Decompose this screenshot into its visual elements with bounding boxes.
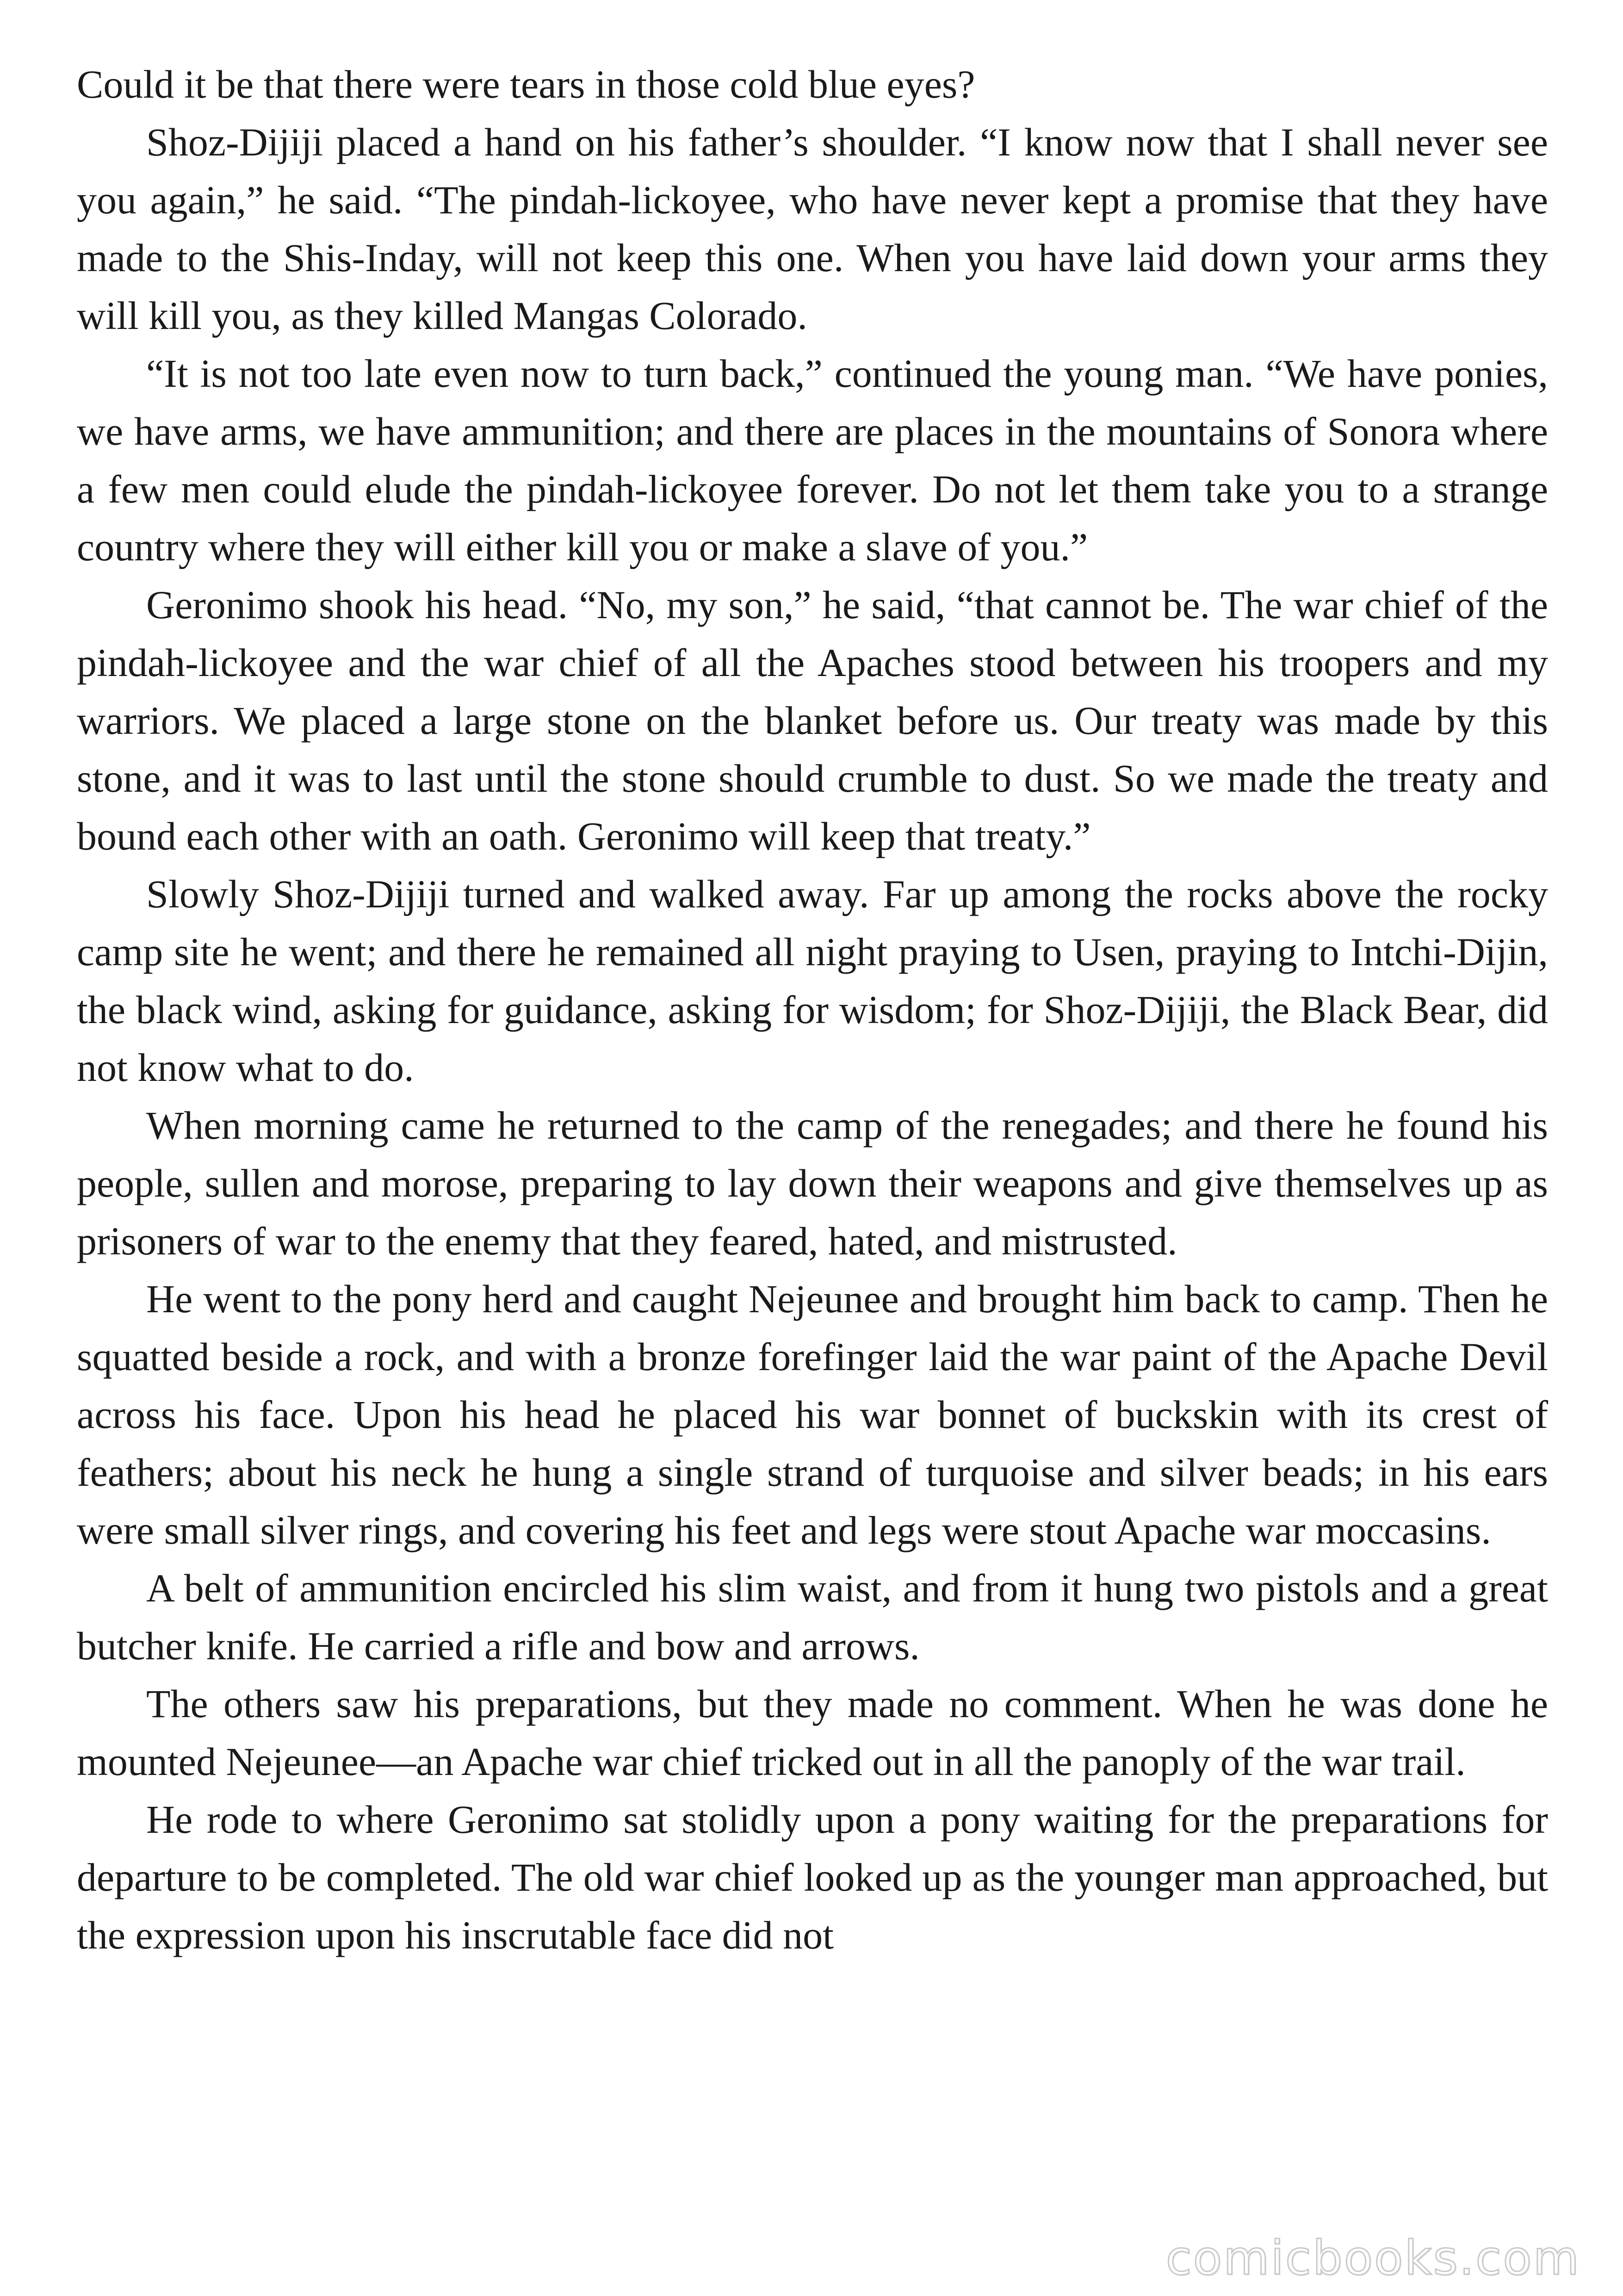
paragraph: Slowly Shoz-Dijiji turned and walked away. Far up among the rocks above the rocky camp site he went; and there he remained all night praying to Usen, praying to Intchi-Dijin, the black wind, asking for guidance, asking for wisdom; for Shoz-Dijiji, the Black Bear, did not know what to do. <box>77 872 1548 1090</box>
page-body <box>77 56 1548 2212</box>
paragraph: Geronimo shook his head. “No, my son,” he said, “that cannot be. The war chief of the pindah-lickoyee and the war chief of all the Apaches stood between his troopers and my warriors. We placed a large stone on the blanket before us. Our treaty was made by this stone, and it was to last until the stone should crumble to dust. So we made the treaty and bound each other with an oath. Geronimo will keep that treaty.” <box>77 583 1548 858</box>
paragraph: Could it be that there were tears in those cold blue eyes? <box>77 62 975 106</box>
paragraph: Shoz-Dijiji placed a hand on his father’s shoulder. “I know now that I shall never see you again,” he said. “The pindah-lickoyee, who have never kept a promise that they have made to the Shis-Inday, will not keep this one. When you have laid down your arms they will kill you, as they killed Mangas Colorado. <box>77 120 1548 338</box>
watermark: comicbooks.com <box>1165 2231 1580 2286</box>
paragraph: The others saw his preparations, but they made no comment. When he was done he mounted Nejeunee—an Apache war chief tricked out in all the panoply of the war trail. <box>77 1682 1548 1784</box>
paragraph: A belt of ammunition encircled his slim waist, and from it hung two pistols and a great butcher knife. He carried a rifle and bow and arrows. <box>77 1566 1548 1668</box>
paragraph: He rode to where Geronimo sat stolidly upon a pony waiting for the preparations for departure to be completed. The old war chief looked up as the younger man approached, but the expression upon his inscrutable face did not <box>77 1797 1548 1957</box>
paragraph: He went to the pony herd and caught Nejeunee and brought him back to camp. Then he squatted beside a rock, and with a bronze forefinger laid the war paint of the Apache Devil across his face. Upon his head he placed his war bonnet of buckskin with its crest of feathers; about his neck he hung a single strand of turquoise and silver beads; in his ears were small silver rings, and covering his feet and legs were stout Apache war moccasins. <box>77 1277 1548 1552</box>
paragraph: When morning came he returned to the camp of the renegades; and there he found his people, sullen and morose, preparing to lay down their weapons and give themselves up as prisoners of war to the enemy that they feared, hated, and mistrusted. <box>77 1103 1548 1263</box>
paragraph: “It is not too late even now to turn back,” continued the young man. “We have ponies, we have arms, we have ammunition; and there are places in the mountains of Sonora where a few men could elude the pindah-lickoyee forever. Do not let them take you to a strange country where they will either kill you or make a slave of you.” <box>77 351 1548 569</box>
